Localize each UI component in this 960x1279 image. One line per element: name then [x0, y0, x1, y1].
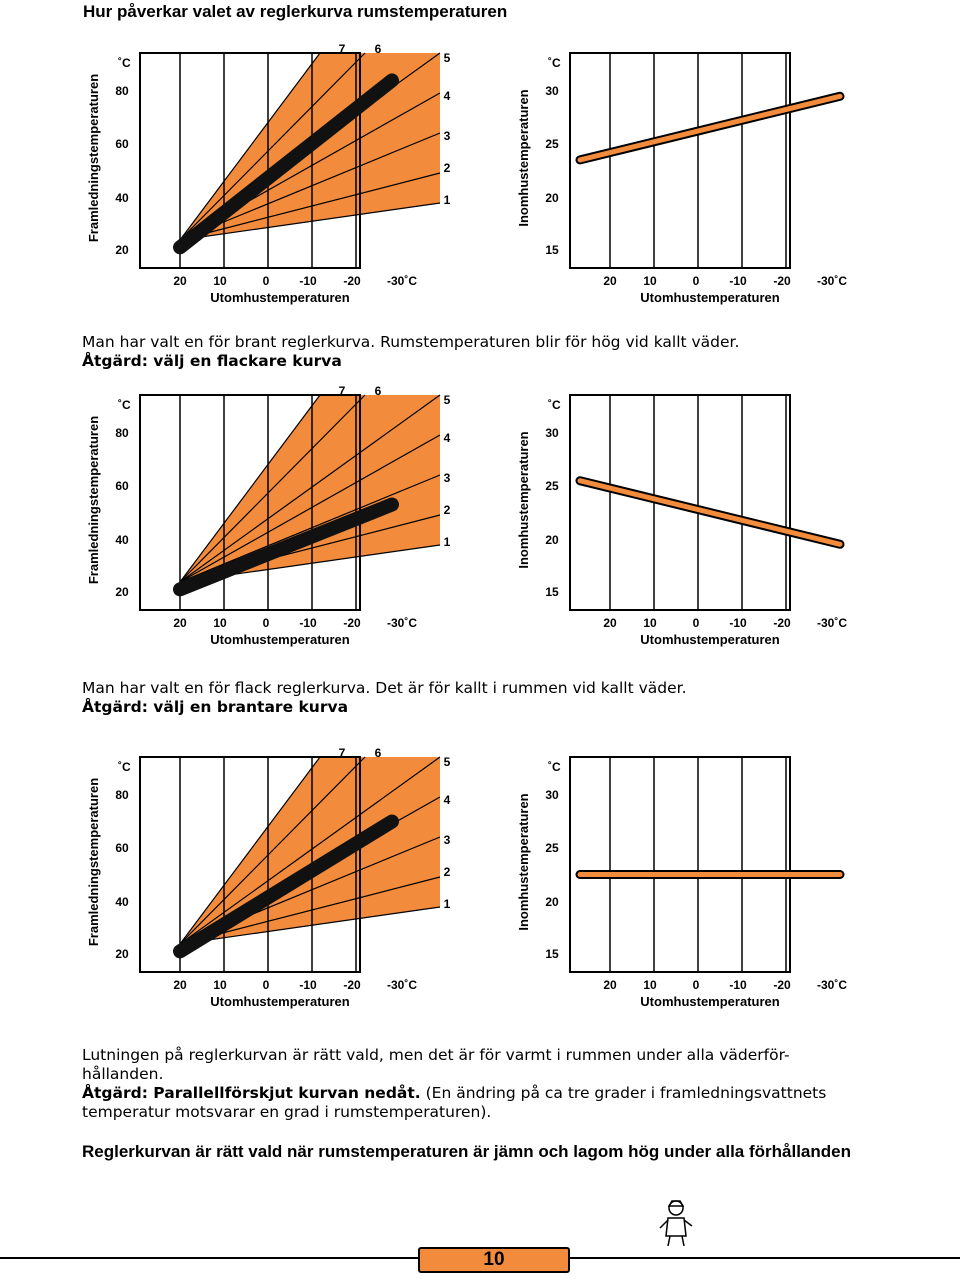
y-tick-label: 15 — [545, 947, 559, 961]
x-tick-label: 10 — [643, 978, 657, 992]
y-tick-label: 15 — [545, 243, 559, 257]
room-chart-1 — [510, 38, 870, 308]
x-tick-label: -10 — [729, 274, 747, 288]
y-tick-label: 40 — [115, 191, 129, 205]
y-axis-title: Framledningstemperaturen — [86, 777, 101, 947]
x-tick-label: 10 — [213, 274, 227, 288]
curve-label-right: 3 — [443, 129, 451, 143]
x-tick-label: -30˚C — [386, 978, 418, 992]
x-tick-label: -10 — [299, 616, 317, 630]
x-axis-title: Utomhustemperaturen — [210, 632, 350, 647]
room-temp-line — [580, 481, 840, 545]
section-2-action: Åtgärd: välj en brantare kurva — [82, 698, 349, 716]
x-tick-label: 0 — [692, 978, 700, 992]
section-3-action — [82, 1084, 872, 1103]
y-unit-label: ˚C — [548, 398, 561, 412]
curve-label-top: 6 — [374, 384, 382, 398]
x-tick-label: -30˚C — [816, 978, 848, 992]
x-tick-label: 10 — [213, 616, 227, 630]
y-tick-label: 20 — [545, 895, 559, 909]
room-temp-line — [580, 96, 840, 160]
y-axis-title: Inomhustemperaturen — [516, 431, 531, 569]
y-tick-label: 80 — [115, 426, 129, 440]
x-axis-title: Utomhustemperaturen — [640, 632, 780, 647]
section-2-text — [82, 679, 872, 717]
curve-label-right: 3 — [443, 833, 451, 847]
y-axis-title: Framledningstemperaturen — [86, 73, 101, 243]
x-tick-label: -20 — [773, 616, 791, 630]
y-tick-label: 25 — [545, 841, 559, 855]
section-2-line-1: Man har valt en för flack reglerkurva. Det är för kallt i rummen vid kallt väder. — [82, 679, 687, 697]
section-3-text — [82, 1046, 872, 1122]
y-unit-label: ˚C — [548, 56, 561, 70]
flow-chart-3 — [80, 742, 451, 1012]
y-tick-label: 40 — [115, 533, 129, 547]
y-unit-label: ˚C — [118, 398, 131, 412]
flow-chart-1 — [80, 38, 451, 308]
section-1-action: Åtgärd: välj en flackare kurva — [82, 352, 342, 370]
x-tick-label: -20 — [343, 978, 361, 992]
section-3-line-4: temperatur motsvarar en grad i rumstemperaturen). — [82, 1103, 492, 1121]
curve-label-right: 5 — [443, 393, 451, 407]
x-tick-label: -30˚C — [386, 616, 418, 630]
y-tick-label: 25 — [545, 137, 559, 151]
x-tick-label: -10 — [299, 274, 317, 288]
y-tick-label: 80 — [115, 788, 129, 802]
x-tick-label: 20 — [603, 274, 617, 288]
x-tick-label: -10 — [729, 616, 747, 630]
x-tick-label: 20 — [173, 274, 187, 288]
x-tick-label: 20 — [173, 978, 187, 992]
x-tick-label: -20 — [773, 978, 791, 992]
grid-frame — [570, 53, 790, 268]
x-tick-label: 0 — [692, 274, 700, 288]
x-tick-label: -30˚C — [816, 616, 848, 630]
curve-label-right: 4 — [443, 431, 451, 445]
y-tick-label: 20 — [115, 947, 129, 961]
curve-label-right: 2 — [443, 503, 451, 517]
grid-frame — [570, 757, 790, 972]
x-tick-label: 20 — [603, 616, 617, 630]
x-tick-label: -20 — [343, 616, 361, 630]
y-tick-label: 30 — [545, 84, 559, 98]
curve-label-right: 1 — [443, 193, 451, 207]
x-tick-label: 10 — [643, 274, 657, 288]
curve-label-top: 7 — [338, 384, 346, 398]
curve-label-right: 5 — [443, 51, 451, 65]
y-tick-label: 20 — [545, 533, 559, 547]
x-axis-title: Utomhustemperaturen — [640, 994, 780, 1009]
x-axis-title: Utomhustemperaturen — [210, 994, 350, 1009]
y-tick-label: 60 — [115, 137, 129, 151]
y-tick-label: 20 — [115, 243, 129, 257]
x-tick-label: 0 — [262, 978, 270, 992]
x-tick-label: -20 — [343, 274, 361, 288]
y-unit-label: ˚C — [118, 56, 131, 70]
y-unit-label: ˚C — [118, 760, 131, 774]
curve-label-right: 2 — [443, 865, 451, 879]
y-tick-label: 60 — [115, 841, 129, 855]
section-3-line-2: hållanden. — [82, 1065, 164, 1083]
final-statement: Reglerkurvan är rätt vald när rumstemperaturen är jämn och lagom hög under alla förhållanden — [82, 1142, 851, 1161]
y-axis-title: Inomhustemperaturen — [516, 793, 531, 931]
page-number: 10 — [418, 1247, 570, 1273]
y-tick-label: 25 — [545, 479, 559, 493]
y-tick-label: 80 — [115, 84, 129, 98]
section-1-line-1: Man har valt en för brant reglerkurva. Rumstemperaturen blir för hög vid kallt väder. — [82, 333, 740, 351]
y-tick-label: 60 — [115, 479, 129, 493]
curve-label-top: 7 — [338, 42, 346, 56]
x-tick-label: 0 — [692, 616, 700, 630]
curve-label-top: 6 — [374, 746, 382, 760]
y-tick-label: 40 — [115, 895, 129, 909]
x-axis-title: Utomhustemperaturen — [640, 290, 780, 305]
room-chart-2 — [510, 380, 870, 650]
curve-label-right: 4 — [443, 89, 451, 103]
page-heading: Hur påverkar valet av reglerkurva rumstemperaturen — [83, 2, 508, 21]
y-tick-label: 20 — [115, 585, 129, 599]
x-tick-label: 20 — [603, 978, 617, 992]
curve-label-right: 3 — [443, 471, 451, 485]
x-tick-label: 20 — [173, 616, 187, 630]
y-tick-label: 15 — [545, 585, 559, 599]
room-chart-3 — [510, 742, 870, 1012]
x-tick-label: -20 — [773, 274, 791, 288]
curve-label-right: 5 — [443, 755, 451, 769]
mascot-illustration — [656, 1198, 696, 1248]
x-tick-label: -30˚C — [816, 274, 848, 288]
y-unit-label: ˚C — [548, 760, 561, 774]
section-3-action-rest: (En ändring på ca tre grader i framledningsvattnets — [420, 1084, 827, 1102]
curve-label-right: 4 — [443, 793, 451, 807]
section-3-line-1: Lutningen på reglerkurvan är rätt vald, men det är för varmt i rummen under alla väderför- — [82, 1046, 790, 1064]
curve-label-top: 7 — [338, 746, 346, 760]
curve-label-top: 6 — [374, 42, 382, 56]
x-tick-label: -10 — [729, 978, 747, 992]
curve-label-right: 2 — [443, 161, 451, 175]
section-3-action-bold: Åtgärd: Parallellförskjut kurvan nedåt. — [82, 1084, 421, 1102]
curve-label-right: 1 — [443, 897, 451, 911]
flow-chart-2 — [80, 380, 451, 650]
section-1-text — [82, 333, 872, 371]
x-tick-label: 0 — [262, 274, 270, 288]
y-tick-label: 30 — [545, 788, 559, 802]
y-axis-title: Framledningstemperaturen — [86, 415, 101, 585]
y-axis-title: Inomhustemperaturen — [516, 89, 531, 227]
curve-label-right: 1 — [443, 535, 451, 549]
y-tick-label: 30 — [545, 426, 559, 440]
x-tick-label: -30˚C — [386, 274, 418, 288]
x-axis-title: Utomhustemperaturen — [210, 290, 350, 305]
x-tick-label: 10 — [643, 616, 657, 630]
y-tick-label: 20 — [545, 191, 559, 205]
x-tick-label: -10 — [299, 978, 317, 992]
x-tick-label: 10 — [213, 978, 227, 992]
x-tick-label: 0 — [262, 616, 270, 630]
